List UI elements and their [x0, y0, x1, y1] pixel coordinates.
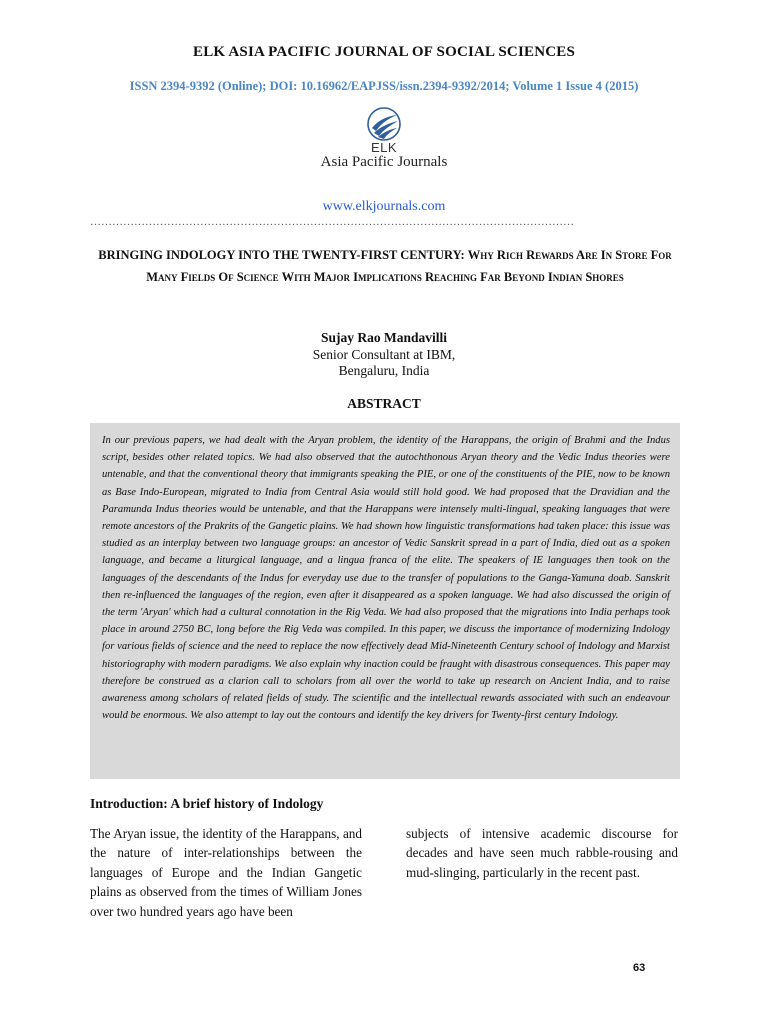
logo-subtitle: Asia Pacific Journals [320, 154, 448, 170]
logo-elk-text: ELK [370, 140, 398, 155]
author-affiliation [0, 347, 768, 379]
website-link[interactable]: www.elkjournals.com [322, 199, 446, 214]
author-name: Sujay Rao Mandavilli [320, 330, 448, 345]
page-number: 63 [633, 962, 646, 974]
elk-swoosh-logo-icon [366, 106, 402, 142]
journal-logo [0, 106, 768, 171]
article-title-sub: Why Rich Rewards Are In Store For Many Fields Of Science With Major Implications Reaching Far Beyond Indian Shores [146, 248, 672, 284]
abstract-text: In our previous papers, we had dealt with the Aryan problem, the identity of the Harappans, the origin of Brahmi and the Indus script, besides other related topics. We had also observed that the autochthonous Aryan theory and the Vedic Indus theories were untenable, and that the conventional theory that immigrants speaking the PIE, or one of the constituents of the PIE, now to be known as Base Indo-European, migrated to India from Central Asia would still hold good. We had proposed that the Dravidian and the Paramunda Indus theories would be untenable, and that the Harappans were intensely multi-lingual, speaking languages that were remote ancestors of the Prakrits of the Gangetic plains. We had shown how linguistic transformations had taken place: this issue was studied as an interplay between two language groups: an ancestor of Vedic Sanskrit spread in a part of India, died out as a spoken language, and became a liturgical language, and a lingua franca of the elite. The speakers of IE languages then took on the languages of the descendants of the Indus for everyday use due to the transfer of populations to the Ganga-Yamuna doab. Sanskrit then re-influenced the languages of the region, even after it disappeared as a spoken language. We had also discussed the origin of the term 'Aryan' which had a cultural connotation in the Rig Veda. We had also proposed that the migrations into India perhaps took place in around 2750 BC, long before the Rig Veda was compiled. In this paper, we discuss the importance of modernizing Indology for various fields of science and the need to replace the now effectively dead Mid-Nineteenth Century school of Indology and Marxist historiography with modern paradigms. We also explain why inaction could be fraught with disastrous consequences. This paper may therefore be construed as a clarion call to scholars from all over the world to take up research on Ancient India, and to raise awareness among scholars of related fields of study. The scientific and the intellectual rewards associated with such an endeavour would be enormous. We also attempt to lay out the contours and identify the key drivers for Twenty-first century Indology. [102, 435, 670, 722]
article-title-main: BRINGING INDOLOGY INTO THE TWENTY-FIRST CENTURY: [98, 248, 468, 262]
abstract-box [90, 423, 680, 779]
separator-dots: …………………………………………………………………………………………………………………… [90, 216, 574, 228]
introduction-column-left: The Aryan issue, the identity of the Harappans, and the nature of inter-relationships between the languages of Europe and the Indian Gangetic plains as observed from the times of William Jones over two hundred years ago have been [90, 826, 362, 919]
introduction-heading: Introduction: A brief history of Indology [90, 796, 324, 811]
affiliation-line-2: Bengaluru, India [338, 363, 430, 378]
introduction-column-right: subjects of intensive academic discourse for decades and have seen much rabble-rousing and mud-slinging, particularly in the recent past. [406, 826, 678, 880]
issn-line: ISSN 2394-9392 (Online); DOI: 10.16962/EAPJSS/issn.2394-9392/2014; Volume 1 Issue 4 (2015) [129, 79, 639, 93]
affiliation-line-1: Senior Consultant at IBM, [312, 347, 456, 362]
journal-name: ELK ASIA PACIFIC JOURNAL OF SOCIAL SCIENCES [192, 44, 576, 60]
abstract-heading: ABSTRACT [347, 396, 421, 411]
article-title [90, 244, 680, 288]
